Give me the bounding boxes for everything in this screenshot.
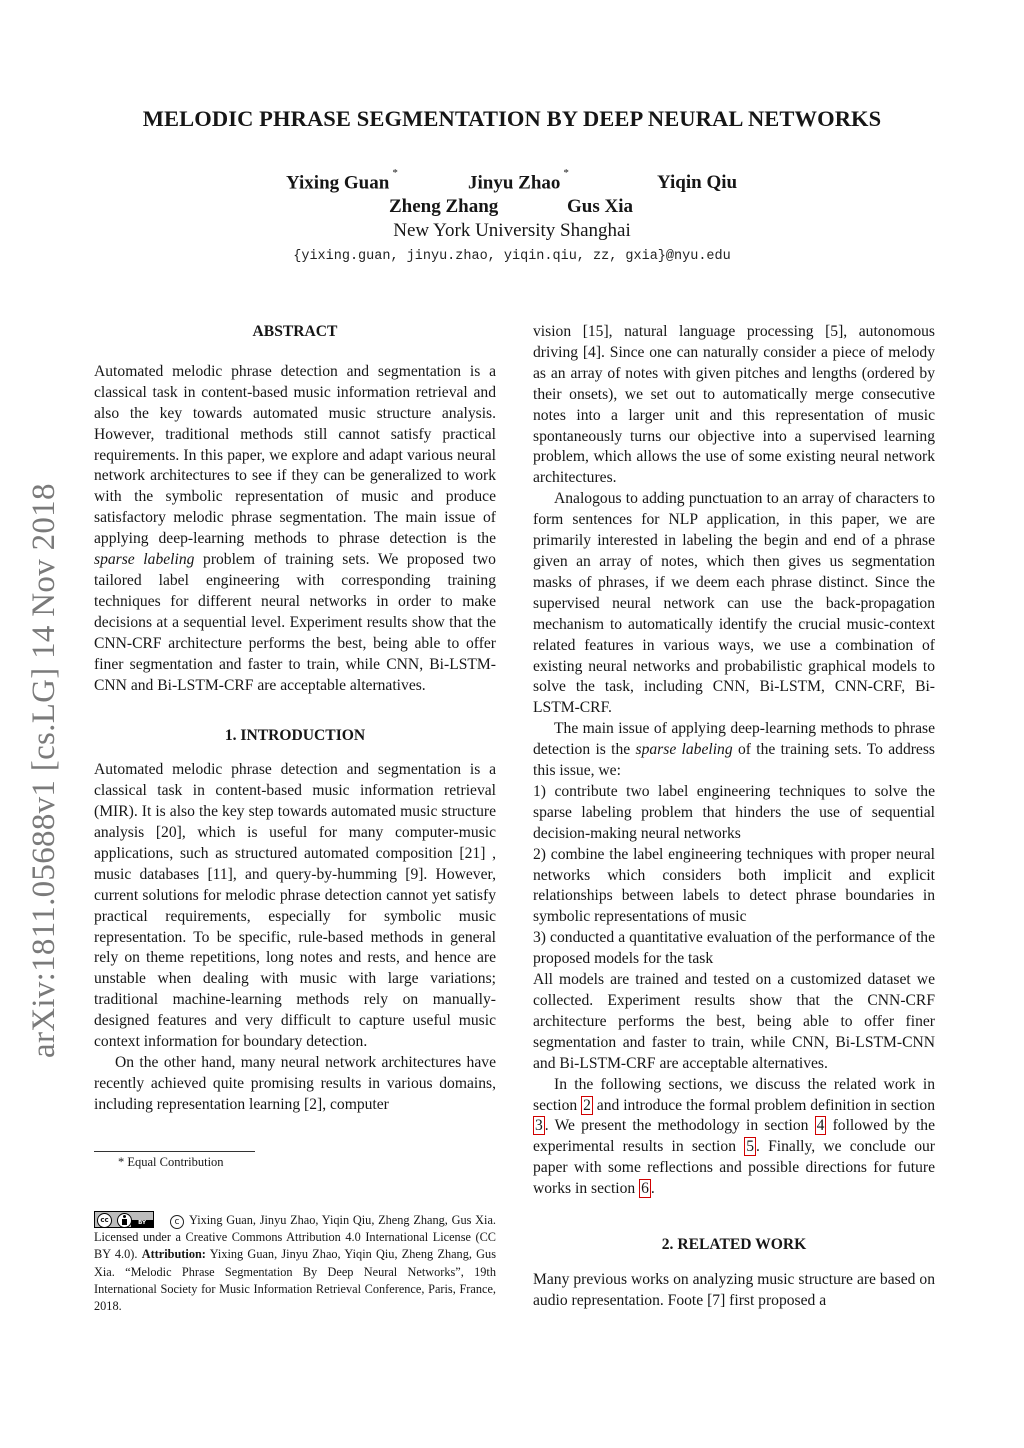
intro-paragraph-7 [533,1075,935,1200]
attribution-label: Attribution: [141,1247,206,1262]
paragraph-text: In the following sections, we discuss the related work in section [533,1075,935,1114]
license-citation: Yixing Guan, Jinyu Zhao, Yiqin Qiu, Zheng Zhang, Gus Xia. “Melodic Phrase Segmentation By Deep Neural Networks”, 19th International Society for Music Information Retrieval Conference, Paris, France, 2018. [94,1247,496,1314]
paragraph-text: of the training sets. To address this issue, we: [533,741,935,780]
arxiv-identifier-stamp: arXiv:1811.05688v1 [cs.LG] 14 Nov 2018 [26,483,62,1058]
section-4-link[interactable]: 4 [816,1117,825,1135]
contribution-item-3: 3) conducted a quantitative evaluation of the performance of the proposed models for the task [533,929,935,968]
paragraph-text: . We present the methodology in section [544,1117,809,1135]
intro-paragraph-5 [533,719,935,782]
abstract-heading: ABSTRACT [252,323,338,340]
section-2-link[interactable]: 2 [583,1096,591,1114]
related-work-paragraph-1: Many previous works on analyzing music structure are based on audio representation. Foote [7] first proposed a [533,1270,935,1309]
author-zheng-zhang: Zheng Zhang [389,196,499,217]
contribution-item-2: 2) combine the label engineering techniques with proper neural networks which considers both implicit and explicit relationships between labels to detect phrase boundaries in symbolic representations of music [533,845,935,926]
paragraph-text: . Finally, we conclude our paper with some reflections and possible directions for future works in section [533,1138,935,1198]
paragraph-text: and introduce the formal problem definition in section [596,1096,935,1114]
footnote-equal-contribution: * Equal Contribution [118,1155,224,1169]
license-text: Yixing Guan, Jinyu Zhao, Yiqin Qiu, Zheng Zhang, Gus Xia. Licensed under a Creative Commons Attribution 4.0 International License (CC BY 4.0). [94,1213,496,1262]
paragraph-text: followed by the experimental results in section [533,1117,935,1156]
abstract-text [94,362,496,697]
paragraph-italic: sparse labeling [635,741,733,759]
right-column [533,322,935,1312]
left-column [94,322,496,1116]
affiliation: New York University Shanghai [393,220,631,241]
author-yiqin-qiu: Yiqin Qiu [657,172,738,193]
author-name: Yixing Guan [286,172,390,194]
section-3-link[interactable]: 3 [535,1117,543,1135]
license-note [94,1211,496,1315]
abstract-italic: sparse labeling [94,551,195,569]
footnote-rule [94,1151,255,1152]
equal-contribution-marker: * [392,167,398,179]
intro-paragraph-6: All models are trained and tested on a customized dataset we collected. Experiment results show that the CNN-CRF architecture performs the best, being able to offer finer segmentation and faster to train, while CNN, Bi-LSTM-CNN and Bi-LSTM-CRF are acceptable alternatives. [533,971,935,1072]
author-name: Jinyu Zhao [468,172,561,194]
intro-paragraph-4: Analogous to adding punctuation to an array of characters to form sentences for NLP application, in this paper, we are primarily interested in labeling the begin and end of a phrase given an array of notes, which then gives us segmentation masks of phrases, if we deem each phrase distinct. Since the supervised neural network can use the back-propagation mechanism to automatically identify the crucial music-context related features in various ways, we use a combination of existing neural networks and probabilistic graphical models to solve the task, including CNN, Bi-LSTM, CNN-CRF, Bi-LSTM-CRF. [533,490,935,717]
author-jinyu-zhao [468,167,569,194]
author-emails: {yixing.guan, jinyu.zhao, yiqin.qiu, zz, gxia}@nyu.edu [293,249,731,264]
paragraph-text: . [650,1180,655,1198]
cc-by-icon [94,1211,154,1228]
author-yixing-guan [286,167,398,194]
cc-circle-icon: cc [97,1213,112,1228]
paper-title: MELODIC PHRASE SEGMENTATION BY DEEP NEURAL NETWORKS [142,106,882,131]
author-gus-xia: Gus Xia [567,196,633,217]
section-6-link[interactable]: 6 [641,1180,649,1198]
section-5-link[interactable]: 5 [746,1138,754,1156]
copyright-icon: c [170,1215,184,1229]
related-work-heading: 2. RELATED WORK [661,1236,807,1254]
contribution-item-1: 1) contribute two label engineering techniques to solve the sparse labeling problem that hinders the use of sequential decision-making neural networks [533,782,935,842]
intro-paragraph-2: On the other hand, many neural network architectures have recently achieved quite promising results in various domains, including representation learning [2], computer [94,1054,496,1113]
cc-by-label: BY [131,1220,153,1227]
abstract-text-part: Automated melodic phrase detection and segmentation is a classical task in content-based music information retrieval and also the key towards automated music structure analysis. However, traditional methods still cannot satisfy practical requirements. In this paper, we explore and adapt various neural network architectures to see if they can be generalized to work with the symbolic representation of music and produce satisfactory melodic phrase segmentation. The main issue of applying deep-learning methods to phrase detection is the [94,362,496,548]
abstract-text-part: problem of training sets. We proposed two tailored label engineering with corresponding training techniques for different neural networks in order to make decisions at a sequential level. Experiment results show that the CNN-CRF architecture performs the best, being able to offer finer segmentation and faster to train, while CNN, Bi-LSTM-CNN and Bi-LSTM-CRF are acceptable alternatives. [94,551,496,694]
introduction-heading: 1. INTRODUCTION [224,727,366,745]
intro-paragraph-1: Automated melodic phrase detection and segmentation is a classical task in content-based music information retrieval (MIR). It is also the key step towards automated music structure analysis [20], which is useful for many computer-music applications, such as structured automated composition [21] , music databases [11], and query-by-humming [9]. However, current solutions for melodic phrase detection cannot yet satisfy practical requirements, especially for symbolic music representation. To be specific, rule-based methods in general rely on theme repetitions, long notes and rests, and hence are unstable when dealing with music with large variations; traditional machine-learning methods rely on manually-designed features and very difficult to capture useful music context information for boundary detection. [94,761,496,1051]
person-icon [117,1213,132,1228]
intro-paragraph-3: vision [15], natural language processing [5], autonomous driving [4]. Since one can naturally consider a piece of melody as an array of notes with given pitches and lengths (ordered by their onsets), we set out to automatically merge consecutive notes into a larger unit and this representation of music spontaneously turns our objective into a supervised learning problem, which allows the use of some existing neural network architectures. [533,323,935,487]
paragraph-text: The main issue of applying deep-learning methods to phrase detection is the [533,720,935,759]
equal-contribution-marker: * [563,167,569,179]
